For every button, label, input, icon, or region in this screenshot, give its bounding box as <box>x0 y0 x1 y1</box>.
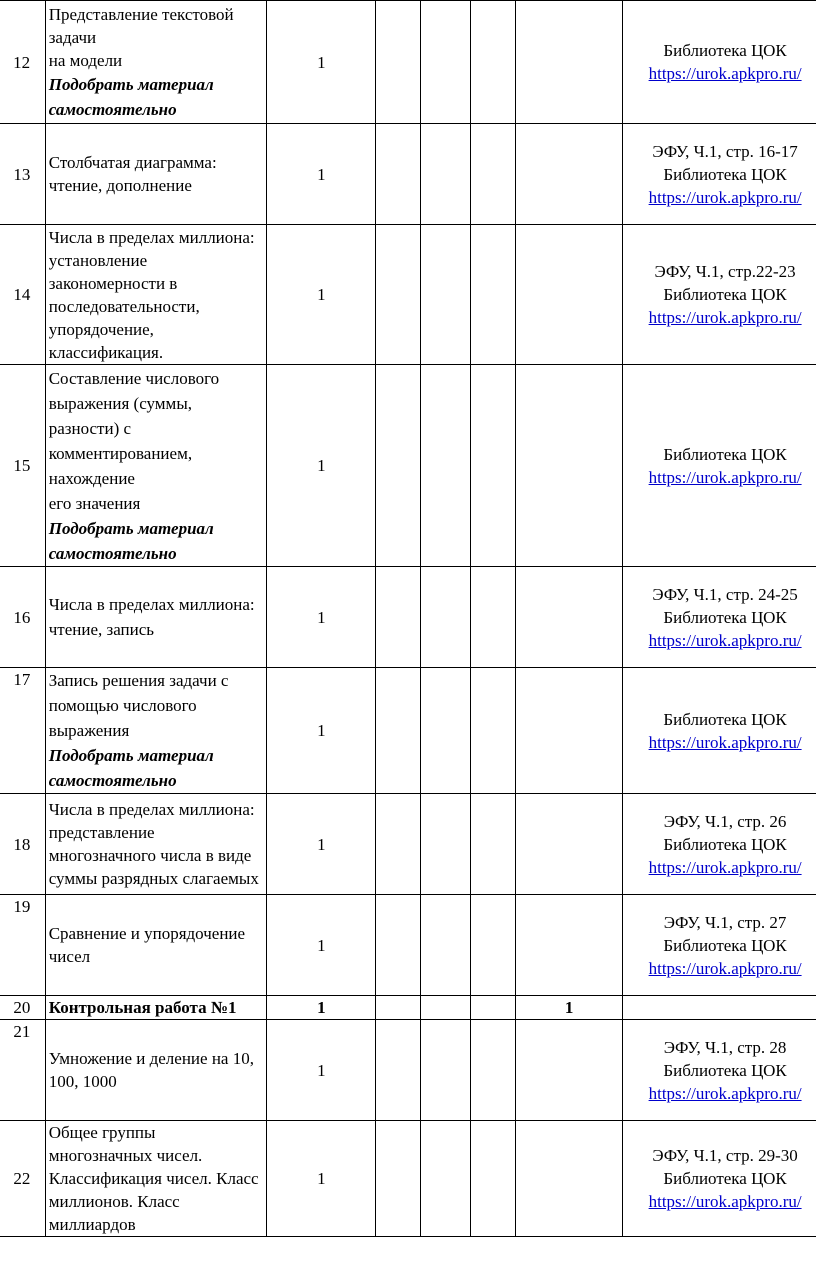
empty-cell <box>470 365 515 567</box>
topic-line: выражения <box>48 721 130 740</box>
table-row <box>0 225 816 365</box>
control-work-cell <box>516 225 623 365</box>
empty-cell <box>470 124 515 225</box>
empty-cell <box>470 668 515 794</box>
topic-line: Числа в пределах миллиона: <box>48 595 255 614</box>
topic-note: Подобрать материал <box>48 518 214 538</box>
empty-cell <box>420 668 470 794</box>
empty-cell <box>470 1121 515 1237</box>
topic-line: Числа в пределах миллиона: <box>48 800 255 819</box>
empty-cell <box>376 567 420 668</box>
empty-cell <box>420 1121 470 1237</box>
lesson-topic <box>45 668 267 794</box>
table-row <box>0 668 816 794</box>
topic-line: Классификация чисел. Класс <box>48 1169 259 1188</box>
topic-line: 100, 1000 <box>48 1072 117 1091</box>
empty-cell <box>470 1 515 124</box>
lesson-topic <box>45 996 267 1020</box>
row-number: 13 <box>0 124 45 225</box>
hours-cell: 1 <box>267 1020 376 1121</box>
resources-cell <box>623 1121 816 1237</box>
hours-cell: 1 <box>267 225 376 365</box>
topic-line: на модели <box>48 50 123 70</box>
topic-line: Запись решения задачи с <box>48 671 229 690</box>
resources-cell <box>623 225 816 365</box>
empty-cell <box>376 365 420 567</box>
empty-cell <box>376 996 420 1020</box>
efu-reference: ЭФУ, Ч.1, стр. 16-17 <box>652 141 798 161</box>
empty-cell <box>420 895 470 996</box>
topic-line: чтение, дополнение <box>48 176 192 195</box>
control-work-cell <box>516 124 623 225</box>
topic-line: Сравнение и упорядочение <box>48 924 246 943</box>
topic-note: Подобрать материал <box>48 746 214 765</box>
topic-line: разности) с <box>48 418 132 438</box>
topic-line: комментированием, <box>48 443 193 463</box>
lesson-topic <box>45 225 267 365</box>
topic-line: помощью числового <box>48 696 197 715</box>
control-work-cell <box>516 1020 623 1121</box>
resources-cell <box>623 124 816 225</box>
topic-line: упорядочение, <box>48 319 154 339</box>
hours-cell: 1 <box>267 567 376 668</box>
resources-cell <box>623 668 816 794</box>
resource-link[interactable]: https://urok.apkpro.ru/ <box>648 1192 802 1211</box>
empty-cell <box>376 124 420 225</box>
row-number: 15 <box>0 365 45 567</box>
resources-cell <box>623 1020 816 1121</box>
topic-line: Умножение и деление на 10, <box>48 1049 254 1068</box>
empty-cell <box>420 567 470 668</box>
empty-cell <box>376 668 420 794</box>
topic-line: чисел <box>48 947 91 966</box>
empty-cell <box>376 1 420 124</box>
resource-link[interactable]: https://urok.apkpro.ru/ <box>648 857 802 877</box>
topic-note: самостоятельно <box>48 543 177 563</box>
lesson-topic <box>45 1 267 124</box>
resource-link[interactable]: https://urok.apkpro.ru/ <box>648 467 802 487</box>
efu-reference: ЭФУ, Ч.1, стр. 28 <box>663 1037 787 1057</box>
lesson-topic <box>45 365 267 567</box>
resource-link[interactable]: https://urok.apkpro.ru/ <box>648 64 802 83</box>
row-number: 19 <box>0 895 45 996</box>
topic-line: многозначного числа в виде <box>48 846 252 865</box>
control-work-cell <box>516 668 623 794</box>
row-number: 17 <box>0 668 45 794</box>
resource-link[interactable]: https://urok.apkpro.ru/ <box>648 630 802 650</box>
lesson-topic <box>45 567 267 668</box>
library-label: Библиотека ЦОК <box>663 709 787 729</box>
empty-cell <box>420 225 470 365</box>
library-label: Библиотека ЦОК <box>663 164 787 184</box>
library-label: Библиотека ЦОК <box>663 935 787 955</box>
library-label: Библиотека ЦОК <box>663 834 787 854</box>
topic-line: Представление текстовой <box>48 4 234 24</box>
row-number: 22 <box>0 1121 45 1237</box>
efu-reference: ЭФУ, Ч.1, стр. 29-30 <box>652 1146 798 1165</box>
table-row <box>0 996 816 1020</box>
hours-cell: 1 <box>267 1121 376 1237</box>
empty-cell <box>470 794 515 895</box>
topic-line: суммы разрядных слагаемых <box>48 869 259 888</box>
resources-cell <box>623 567 816 668</box>
library-label: Библиотека ЦОК <box>663 444 787 464</box>
topic-line: классификация. <box>48 342 164 362</box>
control-work-cell <box>516 1 623 124</box>
empty-cell <box>420 996 470 1020</box>
resource-link[interactable]: https://urok.apkpro.ru/ <box>648 1083 802 1103</box>
hours-cell: 1 <box>267 895 376 996</box>
resources-cell <box>623 895 816 996</box>
topic-line: Составление числового <box>48 368 220 388</box>
table-row <box>0 124 816 225</box>
topic-line: многозначных чисел. <box>48 1146 203 1165</box>
library-label: Библиотека ЦОК <box>663 1060 787 1080</box>
topic-line: представление <box>48 823 155 842</box>
lesson-topic <box>45 794 267 895</box>
table-row <box>0 1121 816 1237</box>
control-work-cell <box>516 1121 623 1237</box>
hours-cell: 1 <box>267 1 376 124</box>
resources-cell <box>623 794 816 895</box>
topic-note: самостоятельно <box>48 99 177 119</box>
lesson-topic <box>45 1121 267 1237</box>
empty-cell <box>470 1020 515 1121</box>
topic-line: установление <box>48 250 148 270</box>
efu-reference: ЭФУ, Ч.1, стр. 26 <box>663 811 787 831</box>
lesson-topic <box>45 1020 267 1121</box>
topic-line: закономерности в <box>48 273 178 293</box>
library-label: Библиотека ЦОК <box>663 1169 787 1188</box>
control-work-cell <box>516 567 623 668</box>
row-number: 14 <box>0 225 45 365</box>
topic-note: самостоятельно <box>48 771 177 790</box>
library-label: Библиотека ЦОК <box>663 41 787 60</box>
lesson-topic <box>45 124 267 225</box>
row-number: 18 <box>0 794 45 895</box>
empty-cell <box>376 895 420 996</box>
hours-cell: 1 <box>267 794 376 895</box>
topic-line: миллиардов <box>48 1215 136 1234</box>
control-work-cell <box>516 895 623 996</box>
empty-cell <box>470 225 515 365</box>
library-label: Библиотека ЦОК <box>663 285 787 304</box>
empty-cell <box>376 794 420 895</box>
resource-link[interactable]: https://urok.apkpro.ru/ <box>648 308 802 327</box>
empty-cell <box>420 1020 470 1121</box>
row-number: 16 <box>0 567 45 668</box>
control-work-cell: 1 <box>516 996 623 1020</box>
topic-line: его значения <box>48 493 141 513</box>
table-row <box>0 1 816 124</box>
efu-reference: ЭФУ, Ч.1, стр. 27 <box>663 912 787 932</box>
efu-reference: ЭФУ, Ч.1, стр.22-23 <box>654 262 796 281</box>
lesson-topic <box>45 895 267 996</box>
empty-cell <box>420 124 470 225</box>
table-row <box>0 365 816 567</box>
table-row <box>0 1020 816 1121</box>
topic-line: Контрольная работа №1 <box>48 998 237 1017</box>
empty-cell <box>470 996 515 1020</box>
topic-line: нахождение <box>48 468 135 488</box>
topic-line: последовательности, <box>48 296 200 316</box>
topic-note: Подобрать материал <box>48 74 214 94</box>
table-row <box>0 567 816 668</box>
topic-line: миллионов. Класс <box>48 1192 180 1211</box>
table-row <box>0 895 816 996</box>
resource-link[interactable]: https://urok.apkpro.ru/ <box>648 958 802 978</box>
topic-line: Общее группы <box>48 1123 156 1142</box>
control-work-cell <box>516 794 623 895</box>
hours-cell: 1 <box>267 996 376 1020</box>
topic-line: Столбчатая диаграмма: <box>48 153 217 172</box>
empty-cell <box>420 365 470 567</box>
empty-cell <box>376 225 420 365</box>
table-row <box>0 794 816 895</box>
efu-reference: ЭФУ, Ч.1, стр. 24-25 <box>652 584 798 604</box>
empty-cell <box>470 567 515 668</box>
empty-cell <box>420 794 470 895</box>
row-number: 21 <box>0 1020 45 1121</box>
empty-cell <box>376 1121 420 1237</box>
resources-cell <box>623 1 816 124</box>
resource-link[interactable]: https://urok.apkpro.ru/ <box>648 732 802 752</box>
row-number: 12 <box>0 1 45 124</box>
empty-cell <box>470 895 515 996</box>
topic-line: Числа в пределах миллиона: <box>48 227 255 247</box>
topic-line: чтение, запись <box>48 620 155 639</box>
topic-line: выражения (суммы, <box>48 393 192 413</box>
row-number: 20 <box>0 996 45 1020</box>
topic-line: задачи <box>48 27 97 47</box>
library-label: Библиотека ЦОК <box>663 607 787 627</box>
control-work-cell <box>516 365 623 567</box>
resources-cell <box>623 365 816 567</box>
empty-cell <box>420 1 470 124</box>
resource-link[interactable]: https://urok.apkpro.ru/ <box>648 187 802 207</box>
empty-cell <box>376 1020 420 1121</box>
hours-cell: 1 <box>267 124 376 225</box>
resources-cell <box>623 996 816 1020</box>
hours-cell: 1 <box>267 668 376 794</box>
hours-cell: 1 <box>267 365 376 567</box>
